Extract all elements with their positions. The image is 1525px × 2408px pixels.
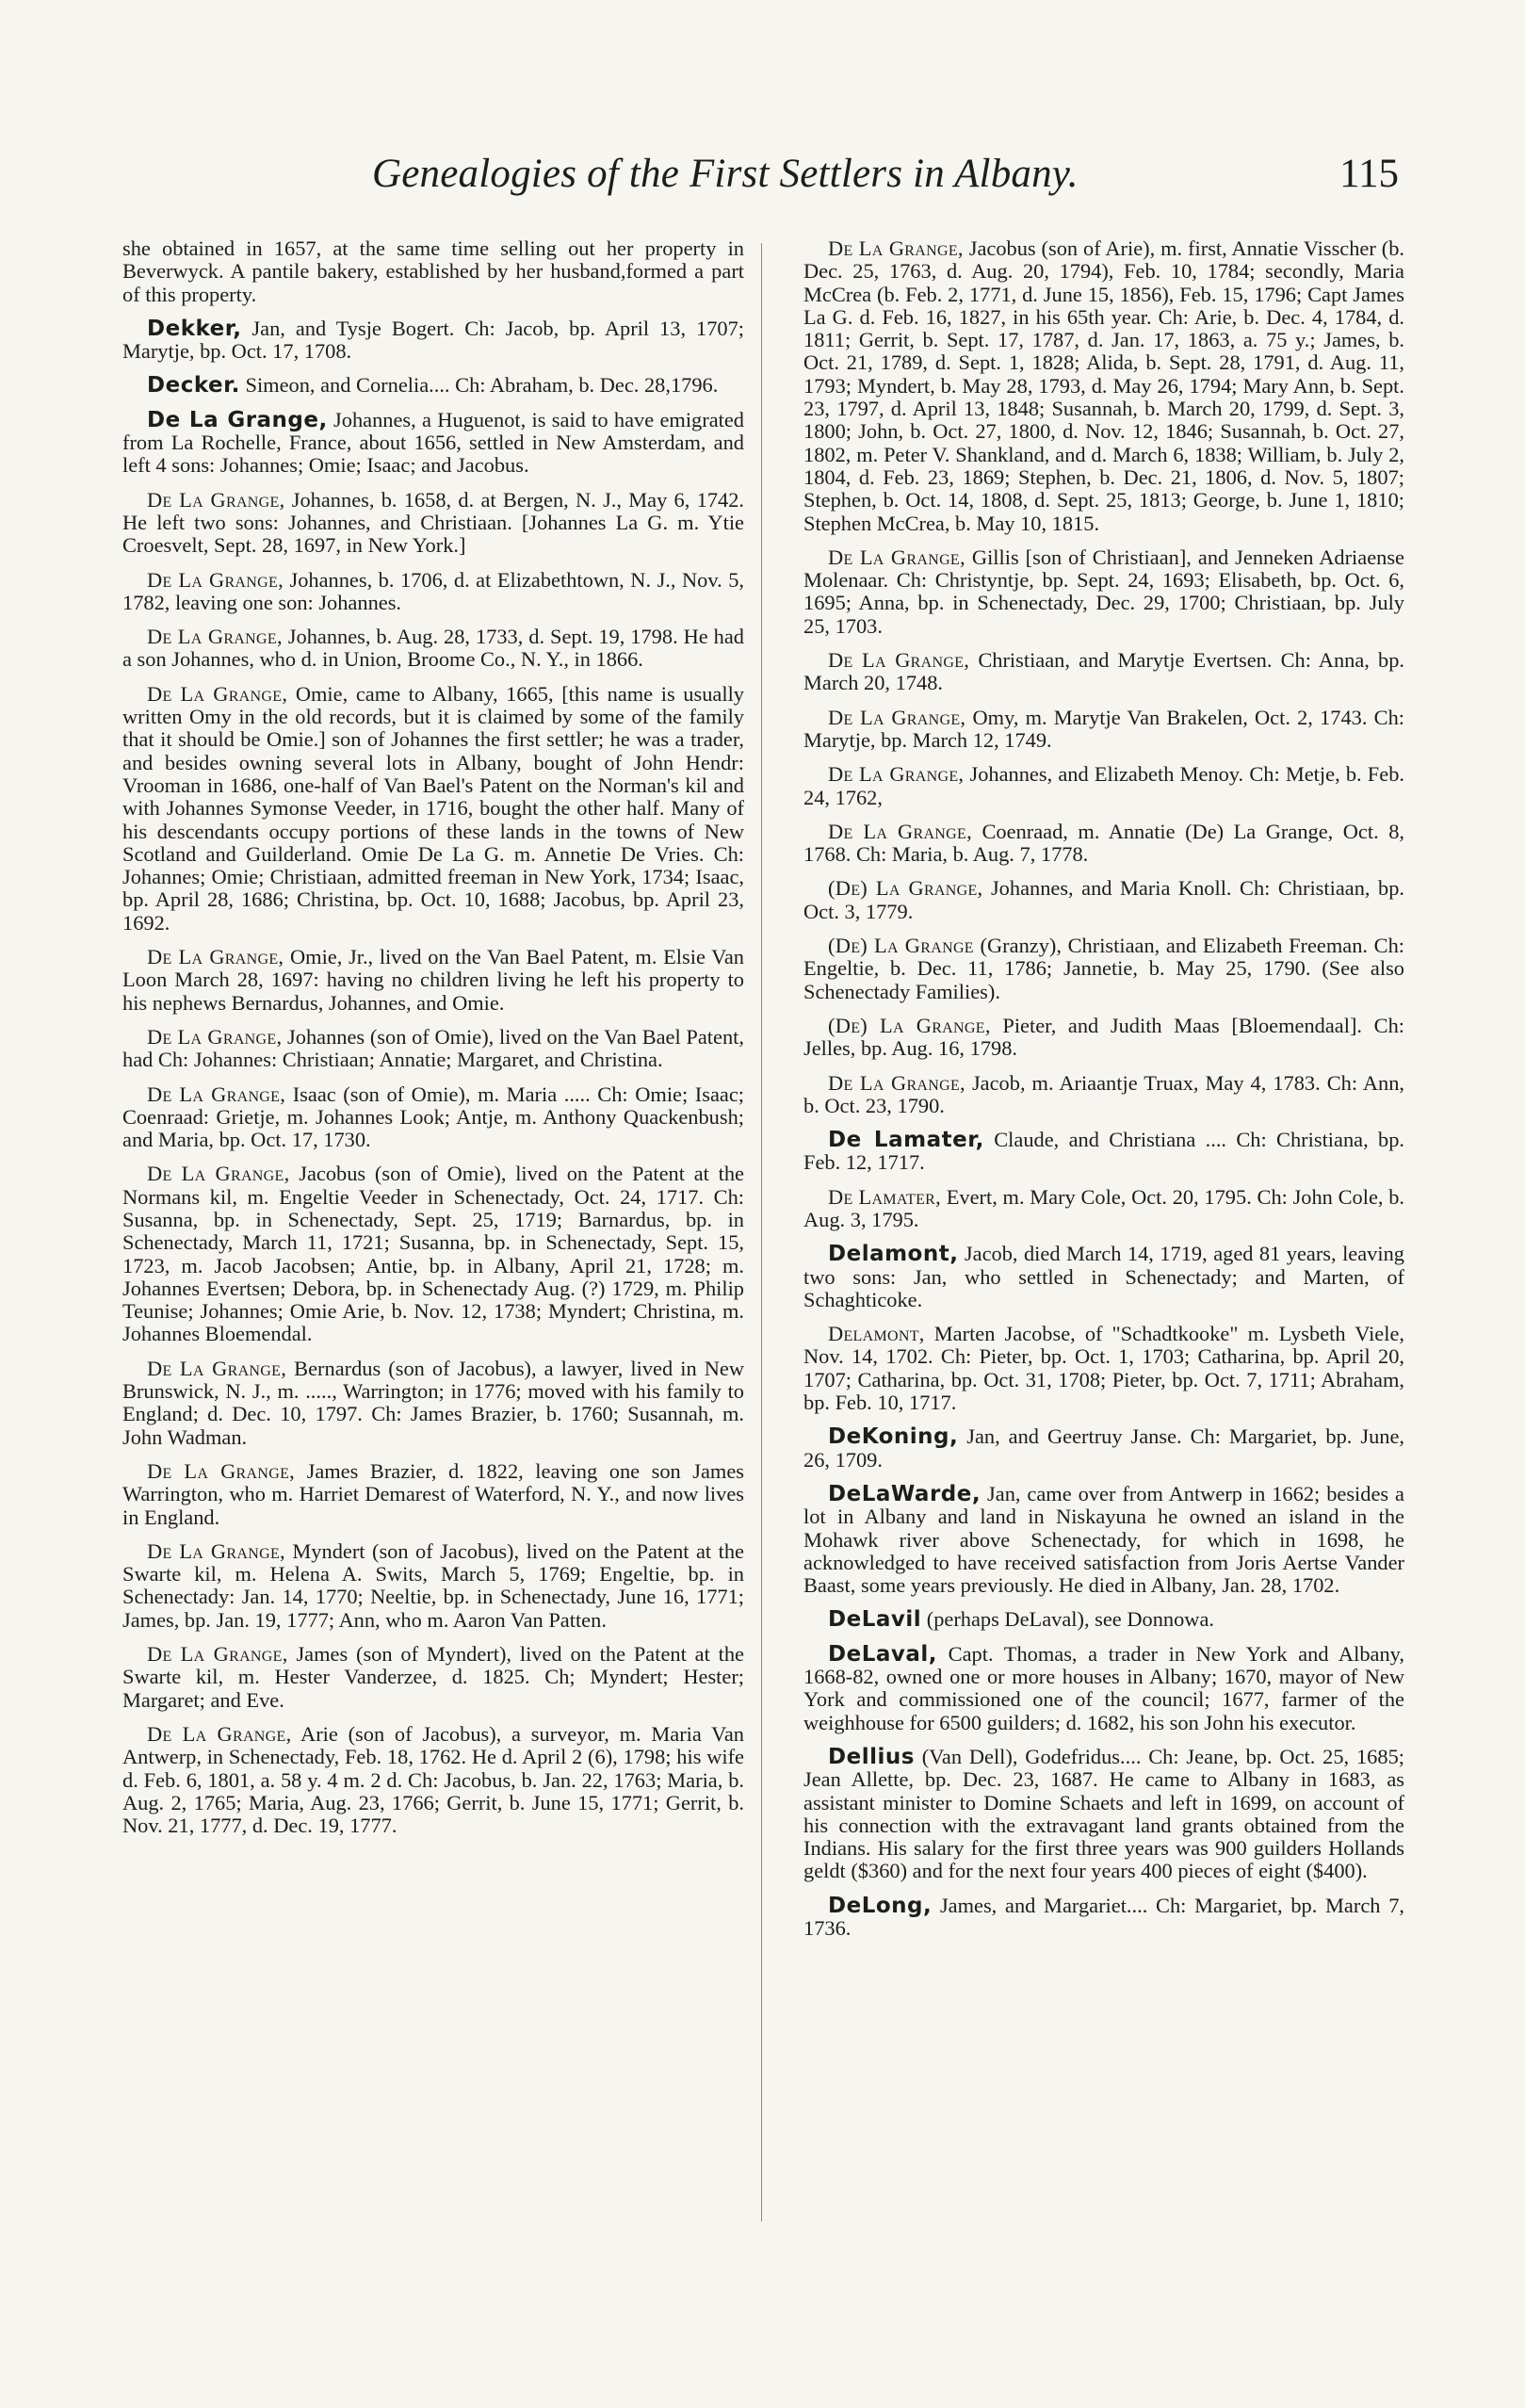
page-number: 115 [1339,152,1399,196]
left-column [122,237,744,1848]
entry-surname: De La Grange, [828,1070,965,1095]
entry-text: James, and Margariet.... Ch: Margariet, bp. March 7, 1736. [803,1893,1404,1940]
entry-surname: De La Grange, [147,1538,285,1563]
genealogy-entry [122,374,744,397]
genealogy-entry [803,1425,1404,1472]
entry-surname: De Lamater, [828,1184,942,1209]
entry-headword: DeLong, [828,1893,933,1918]
entry-text: Johannes, b. 1658, d. at Bergen, N. J., May 6, 1742. He left two sons: Johannes, and Christiaan. [Johannes La G. m. Ytie Croesvelt, Sept. 28, 1697, in New York.] [122,487,744,558]
genealogy-entry [122,1643,744,1712]
entry-text: Omie, came to Albany, 1665, [this name is usually written Omy in the old records, but it is claimed by some of the family that it should be Omie.] son of Johannes the first settler; he was a trader, and besides owning several lots in Albany, bought of John Hendr: Vrooman in 1686, one-half of Van Bael's Patent on the Norman's kil and with Johannes Symonse Veeder, in 1716, bought the other half. Many of his descendants occupy portions of these lands in the towns of New Scotland and Guilderland. Omie De La G. m. Annetie De Vries. Ch: Johannes; Omie; Christiaan, admitted freeman in New York, 1734; Isaac, bp. April 28, 1686; Christina, bp. Oct. 10, 1688; Jacobus, bp. April 23, 1692. [122,681,744,935]
entry-text: Myndert (son of Jacobus), lived on the Patent at the Swarte kil, m. Helena A. Swits, March 5, 1769; Engeltie, bp. in Schenectady: Jan. 14, 1770; Neeltie, bp. in Schenectady, June 16, 1771; James, bp. Jan. 19, 1777; Ann, who m. Aaron Van Patten. [122,1538,744,1632]
genealogy-entry [122,1083,744,1152]
entry-text: Omie, Jr., lived on the Van Bael Patent, m. Elsie Van Loon March 28, 1697: having no children living he left his property to his nephews Bernardus, Johannes, and Omie. [122,945,744,1015]
entry-surname: De La Grange, [147,1458,296,1483]
page-header [372,151,1399,197]
entry-text: (Granzy), Christiaan, and Elizabeth Freeman. Ch: Engeltie, b. Dec. 11, 1786; Jannetie, b. May 25, 1790. (See also Schenectady Families). [803,934,1405,1003]
entry-text: Capt. Thomas, a trader in New York and Albany, 1668-82, owned one or more houses in Albany; 1670, mayor of New York and commissioned one of the council; 1677, farmer of the weighhouse for 6500 guilders; d. 1682, his son John his executor. [803,1641,1404,1734]
entry-text: James (son of Myndert), lived on the Patent at the Swarte kil, m. Hester Vanderzee, d. 1825. Ch; Myndert; Hester; Margaret; and Eve. [122,1642,744,1712]
entry-surname: De La Grange, [147,1642,288,1667]
entry-text: Jan, and Geertruy Janse. Ch: Margariet, bp. June, 26, 1709. [803,1424,1404,1472]
entry-surname: De La Grange, [147,567,284,592]
entry-headword: DeLaval, [828,1641,938,1667]
entry-text: Isaac (son of Omie), m. Maria ..... Ch: Omie; Isaac; Coenraad: Grietje, m. Johannes Look; Antje, m. Anthony Quackenbush; and Maria, bp. Oct. 17, 1730. [122,1082,744,1152]
genealogy-entry [122,237,744,306]
genealogy-entry [122,317,744,364]
entry-surname: De La Grange, [147,1162,290,1186]
entry-surname: De La Grange, [828,762,965,787]
genealogy-entry [803,1323,1404,1414]
entry-text: Johannes, b. 1706, d. at Elizabethtown, N. J., Nov. 5, 1782, leaving one son: Johannes. [122,567,744,614]
genealogy-entry [122,946,744,1015]
entry-text: Christiaan, and Marytje Evertsen. Ch: Anna, bp. March 20, 1748. [803,648,1405,695]
entry-headword: De Lamater, [828,1128,984,1153]
entry-surname: De La Grange, [147,1356,287,1380]
entry-text: Jacobus (son of Omie), lived on the Patent at the Normans kil, m. Engeltie Veeder in Schenectady, Oct. 24, 1717. Ch: Susanna, bp. in Schenectady, Sept. 25, 1719; Barnardus, bp. in Schenectady, March 11, 1721; Susanna, bp. in Schenectady, Sept. 15, 1723, m. Jacob Jacobsen; Antie, bp. in Albany, April 21, 1728; m. Johannes Evertsen; Debora, bp. in Schenectady Aug. (?) 1729, m. Philip Teunise; Johannes; Omie Arie, b. Nov. 12, 1738; Myndert; Christina, m. Johannes Bloemendal. [122,1162,744,1346]
genealogy-entry [803,1129,1404,1175]
entry-headword: DeLavil [828,1607,922,1633]
entry-text: Marten Jacobse, of "Schadtkooke" m. Lysbeth Viele, Nov. 14, 1702. Ch: Pieter, bp. Oct. 1, 1703; Catharina, bp. April 20, 1707; Catharina, bp. Oct. 31, 1708; Pieter, bp. Oct. 7, 1711; Abraham, bp. Feb. 10, 1717. [803,1322,1404,1415]
entry-surname: De La Grange, [828,819,972,843]
entry-text: (Van Dell), Godefridus.... Ch: Jeane, bp. Oct. 25, 1685; Jean Allette, bp. Dec. 23, 1687. He came to Albany in 1683, as assistant minister to Domine Schaets and left in 1699, on account of his connection with the extravagant land grants obtained from the Indians. His salary for the first three years was 900 guilders Hollands geldt ($360) and for the next four years 400 pieces of eight ($400). [803,1744,1404,1883]
entry-text: Jacob, died March 14, 1719, aged 81 years, leaving two sons: Jan, who settled in Schenectady; and Marten, of Schaghticoke. [803,1242,1404,1311]
entry-headword: DeLaWarde, [828,1481,982,1506]
genealogy-entry [803,1895,1404,1941]
genealogy-entry [803,1483,1404,1597]
entry-text: Jan, and Tysje Bogert. Ch: Jacob, bp. April 13, 1707; Marytje, bp. Oct. 17, 1708. [122,316,744,364]
genealogy-entry [122,1026,744,1072]
genealogy-entry [122,1540,744,1632]
genealogy-entry [803,935,1404,1003]
genealogy-entry [122,626,744,672]
entry-headword: Decker. [147,373,240,399]
entry-text: James Brazier, d. 1822, leaving one son James Warrington, who m. Harriet Demarest of Waterford, N. Y., and now lives in England. [122,1458,744,1529]
entry-text: Claude, and Christiana .... Ch: Christiana, bp. Feb. 12, 1717. [803,1128,1404,1175]
genealogy-entry [803,763,1404,809]
entry-text: Johannes, and Elizabeth Menoy. Ch: Metje, b. Feb. 24, 1762, [803,762,1404,809]
entry-headword: DeKoning, [828,1424,959,1450]
entry-headword: Dellius [828,1744,915,1769]
genealogy-entry [803,649,1404,695]
entry-surname: De La Grange, [828,545,965,569]
entry-text: Omy, m. Marytje Van Brakelen, Oct. 2, 1743. Ch: Marytje, bp. March 12, 1749. [803,705,1404,752]
right-column [803,237,1404,1951]
entry-surname: (De) La Grange, [828,876,983,901]
entry-surname: De La Grange, [147,1024,283,1049]
entry-text: Simeon, and Cornelia.... Ch: Abraham, b. Dec. 28,1796. [239,373,719,398]
entry-surname: Delamont, [828,1322,925,1346]
entry-text: Pieter, and Judith Maas [Bloemendaal]. Ch: Jelles, bp. Aug. 16, 1798. [803,1013,1404,1061]
entry-text: Gillis [son of Christiaan], and Jenneken Adriaense Molenaar. Ch: Christyntje, bp. Sept. 24, 1693; Elisabeth, bp. Oct. 6, 1695; Anna, bp. in Schenectady, Dec. 29, 1700; Christiaan, bp. July 25, 1703. [803,545,1404,638]
genealogy-entry [122,1460,744,1529]
entry-text: she obtained in 1657, at the same time selling out her property in Beverwyck. A pantile bakery, established by her husband,formed a part of this property. [122,236,744,306]
genealogy-entry [803,1186,1404,1232]
genealogy-entry [803,821,1404,867]
genealogy-entry [122,569,744,615]
entry-text: (perhaps DeLaval), see Donnowa. [921,1607,1214,1632]
entry-text: Johannes, a Huguenot, is said to have emigrated from La Rochelle, France, about 1656, settled in New Amsterdam, and left 4 sons: Johannes; Omie; Isaac; and Jacobus. [122,407,744,478]
genealogy-entry [803,1643,1404,1734]
entry-text: Jacobus (son of Arie), m. first, Annatie Visscher (b. Dec. 25, 1763, d. Aug. 20, 1794), Feb. 10, 1784; secondly, Maria McCrea (b. Feb. 2, 1771, d. June 15, 1856), Feb. 15, 1796; Capt James La G. d. Feb. 16, 1827, in his 65th year. Ch: Arie, b. Dec. 4, 1784, d. 1811; Gerrit, b. Sept. 17, 1787, d. Jan. 17, 1863, a. 75 y.; James, b. Oct. 21, 1789, d. Sept. 1, 1828; Alida, b. Sept. 28, 1791, d. Aug. 11, 1793; Myndert, b. May 28, 1793, d. May 26, 1794; Mary Ann, b. Sept. 23, 1797, d. April 13, 1848; Susannah, b. March 20, 1799, d. Sept. 3, 1800; John, b. Oct. 27, 1800, d. Nov. 12, 1846; Susannah, b. Oct. 27, 1802, m. Peter V. Shankland, and d. March 6, 1838; William, b. July 2, 1804, d. Feb. 23, 1869; Stephen, b. Dec. 21, 1806, d. Nov. 5, 1807; Stephen, b. Oct. 14, 1808, d. Sept. 25, 1813; George, b. June 1, 1810; Stephen McCrea, b. May 10, 1815. [803,236,1405,535]
entry-text: Jan, came over from Antwerp in 1662; besides a lot in Albany and land in Niskayuna he owned an island in the Mohawk river above Schenectady, for which in 1698, he acknowledged to have received satisfaction from Joris Aertse Vander Baast, some years previously. He died in Albany, Jan. 28, 1702. [803,1481,1404,1598]
genealogy-entry [803,877,1404,923]
genealogy-entry [122,1358,744,1449]
entry-text: Bernardus (son of Jacobus), a lawyer, lived in New Brunswick, N. J., m. ....., Warrington; in 1776; moved with his family to England; d. Dec. 10, 1797. Ch: James Brazier, b. 1760; Susannah, m. John Wadman. [122,1356,744,1449]
entry-headword: Delamont, [828,1242,959,1267]
genealogy-entry [122,1163,744,1345]
entry-surname: De La Grange, [828,236,964,260]
entry-surname: De La Grange, [147,1082,286,1106]
entry-surname: De La Grange, [828,705,966,729]
genealogy-entry [122,683,744,935]
genealogy-entry [122,1723,744,1837]
genealogy-entry [122,409,744,478]
entry-text: Johannes, and Maria Knoll. Ch: Christiaan, bp. Oct. 3, 1779. [803,876,1404,923]
genealogy-entry [803,1746,1404,1883]
genealogy-entry [803,1072,1404,1118]
entry-surname: De La Grange, [147,681,288,706]
entry-text: Arie (son of Jacobus), a surveyor, m. Maria Van Antwerp, in Schenectady, Feb. 18, 1762. He d. April 2 (6), 1798; his wife d. Feb. 6, 1801, a. 58 y. 4 m. 2 d. Ch: Jacobus, b. Jan. 22, 1763; Maria, b. Aug. 2, 1765; Maria, Aug. 23, 1766; Gerrit, b. June 15, 1771; Gerrit, b. Nov. 21, 1777, d. Dec. 19, 1777. [122,1721,744,1838]
entry-headword: De La Grange, [147,407,328,432]
genealogy-entry [803,1608,1404,1631]
entry-surname: (De) La Grange, [828,1013,991,1037]
entry-surname: De La Grange, [147,625,283,649]
column-divider [761,243,762,2221]
genealogy-entry [803,707,1404,753]
genealogy-entry [803,546,1404,638]
entry-surname: De La Grange, [147,1721,292,1746]
entry-text: Johannes (son of Omie), lived on the Van Bael Patent, had Ch: Johannes: Christiaan; Annatie; Margaret, and Christina. [122,1024,744,1072]
entry-text: Evert, m. Mary Cole, Oct. 20, 1795. Ch: John Cole, b. Aug. 3, 1795. [803,1184,1404,1231]
genealogy-entry [803,1015,1404,1061]
genealogy-entry [803,1243,1404,1311]
genealogy-entry [803,237,1404,535]
genealogy-entry [122,489,744,558]
entry-headword: Dekker, [147,316,242,341]
entry-text: Coenraad, m. Annatie (De) La Grange, Oct. 8, 1768. Ch: Maria, b. Aug. 7, 1778. [803,819,1404,867]
entry-surname: De La Grange, [147,945,284,969]
entry-surname: De La Grange, [828,648,970,673]
entry-surname: De La Grange, [147,487,285,512]
running-title: Genealogies of the First Settlers in Albany. [372,152,1079,196]
entry-surname: (De) La Grange [828,934,974,958]
entry-text: Johannes, b. Aug. 28, 1733, d. Sept. 19, 1798. He had a son Johannes, who d. in Union, Broome Co., N. Y., in 1866. [122,625,744,672]
entry-text: Jacob, m. Ariaantje Truax, May 4, 1783. Ch: Ann, b. Oct. 23, 1790. [803,1070,1404,1117]
